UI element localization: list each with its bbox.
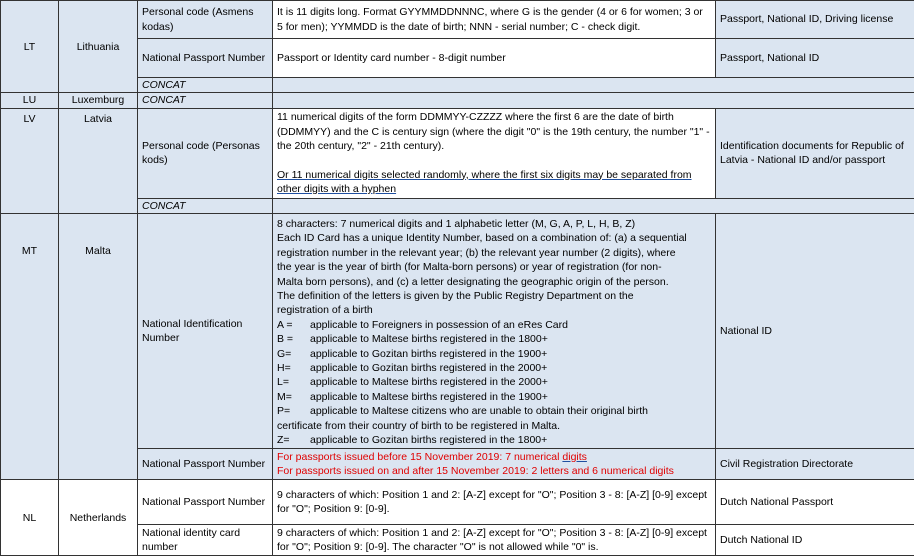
letter-meaning: applicable to Maltese citizens who are unable to obtain their original birth — [310, 405, 648, 417]
letter-meaning: applicable to Gozitan births registered in the 1900+ — [310, 348, 547, 360]
country-code: LU — [23, 94, 36, 106]
letter-definition — [277, 390, 711, 404]
concat-label — [138, 198, 273, 213]
format-line: registration number in the relevant year; (b) the relevant year number (2 digits), where — [277, 246, 711, 260]
table-row — [1, 1, 914, 39]
format-line: 8 characters: 7 numerical digits and 1 alphabetic letter (M, G, A, P, L, H, B, Z) — [277, 217, 711, 231]
format-paragraph: 11 numerical digits of the form DDMMYY-CZZZZ where the first 6 are the date of birth (DDMMYY) and the C is century sign (where the digit "0" is the 19th century, the number "1" - the 20th century, "2" - 21th century). — [277, 110, 711, 153]
format-line: the year is the year of birth (for Malta-born persons) or year of registration (for non- — [277, 260, 711, 274]
issuing-document: Dutch National Passport — [716, 480, 914, 525]
document-type: National Passport Number — [138, 449, 273, 480]
table-row — [1, 214, 914, 449]
country-name: Latvia — [84, 113, 112, 125]
country-code-cell — [1, 214, 59, 480]
country-name: Malta — [85, 245, 111, 257]
letter-key: P= — [277, 404, 310, 418]
document-type: National Passport Number — [138, 39, 273, 78]
table-row — [1, 198, 914, 213]
empty-cell — [273, 198, 914, 213]
country-code: MT — [22, 245, 37, 257]
country-name: Lithuania — [77, 41, 120, 53]
country-name-cell — [59, 93, 138, 108]
format-description: Passport or Identity card number - 8-digit number — [273, 39, 716, 78]
country-name-cell — [59, 1, 138, 93]
country-code: LT — [24, 41, 35, 53]
format-description — [273, 214, 716, 449]
concat-text: CONCAT — [142, 79, 186, 91]
country-code-cell — [1, 93, 59, 108]
table-row — [1, 108, 914, 198]
issuing-document: Civil Registration Directorate — [716, 449, 914, 480]
format-description — [273, 449, 716, 480]
format-line — [277, 450, 711, 464]
letter-definition — [277, 361, 711, 375]
country-name-cell — [59, 214, 138, 480]
empty-cell — [273, 93, 914, 108]
document-type: Personal code (Personas kods) — [138, 108, 273, 198]
document-type: Personal code (Asmens kodas) — [138, 1, 273, 39]
concat-label — [138, 93, 273, 108]
country-name-cell — [59, 480, 138, 556]
format-paragraph: Or 11 numerical digits selected randomly, where the first six digits may be separated from other digits with a hyphen — [277, 168, 711, 197]
format-line: certificate from their country of birth to be registered in Malta. — [277, 419, 711, 433]
concat-text: CONCAT — [142, 94, 186, 106]
format-description: 9 characters of which: Position 1 and 2: [A-Z] except for "O"; Position 3 - 8: [A-Z] [0-9] except for "O"; Position 9: [0-9]. — [273, 480, 716, 525]
document-type: National Passport Number — [138, 480, 273, 525]
issuing-document: Identification documents for Republic of Latvia - National ID and/or passport — [716, 108, 914, 198]
letter-definition — [277, 347, 711, 361]
format-description: It is 11 digits long. Format GYYMMDDNNNC, where G is the gender (4 or 6 for women; 3 or 5 for men); YYMMDD is the date of birth; NNN - serial number; C - check digit. — [273, 1, 716, 39]
letter-meaning: applicable to Gozitan births registered in the 2000+ — [310, 362, 547, 374]
table-row — [1, 78, 914, 93]
format-text: For passports issued before 15 November 2019: 7 numerical — [277, 451, 562, 463]
table-row — [1, 449, 914, 480]
format-line: For passports issued on and after 15 November 2019: 2 letters and 6 numerical digits — [277, 464, 711, 478]
concat-text: CONCAT — [142, 200, 186, 212]
format-line: registration of a birth — [277, 303, 711, 317]
letter-definition — [277, 404, 711, 418]
format-line: Each ID Card has a unique Identity Number, based on a combination of: (a) a sequential — [277, 231, 711, 245]
letter-meaning: applicable to Maltese births registered in the 2000+ — [310, 376, 548, 388]
country-code: LV — [23, 113, 35, 125]
table-row — [1, 525, 914, 556]
letter-definition — [277, 332, 711, 346]
document-type: National Identification Number — [138, 214, 273, 449]
letter-key: H= — [277, 361, 310, 375]
letter-key: L= — [277, 375, 310, 389]
issuing-document: Passport, National ID — [716, 39, 914, 78]
table-row — [1, 480, 914, 525]
format-description — [273, 108, 716, 198]
format-line: The definition of the letters is given by the Public Registry Department on the — [277, 289, 711, 303]
letter-key: A = — [277, 318, 310, 332]
letter-definition — [277, 375, 711, 389]
country-name: Luxemburg — [72, 94, 125, 106]
letter-definition — [277, 433, 711, 447]
letter-key: M= — [277, 390, 310, 404]
country-name-cell — [59, 108, 138, 213]
letter-definition — [277, 318, 711, 332]
format-description: 9 characters of which: Position 1 and 2: [A-Z] except for "O"; Position 3 - 8: [A-Z] [0-9] except for "O"; Position 9: [0-9]. The character "O" is not allowed while "0" is. — [273, 525, 716, 556]
document-type: National identity card number — [138, 525, 273, 556]
empty-cell — [273, 78, 914, 93]
letter-meaning: applicable to Foreigners in possession of an eRes Card — [310, 319, 568, 331]
format-line: Malta born persons), and (c) a letter designating the geographic origin of the person. — [277, 275, 711, 289]
letter-key: B = — [277, 332, 310, 346]
letter-meaning: applicable to Gozitan births registered in the 1800+ — [310, 434, 547, 446]
country-code-cell — [1, 1, 59, 93]
issuing-document: National ID — [716, 214, 914, 449]
table-row — [1, 39, 914, 78]
issuing-document: Passport, National ID, Driving license — [716, 1, 914, 39]
letter-key: G= — [277, 347, 310, 361]
country-code: NL — [23, 512, 36, 524]
issuing-document: Dutch National ID — [716, 525, 914, 556]
letter-key: Z= — [277, 433, 310, 447]
concat-label — [138, 78, 273, 93]
table-row — [1, 93, 914, 108]
letter-meaning: applicable to Maltese births registered in the 1900+ — [310, 391, 548, 403]
country-name: Netherlands — [70, 512, 127, 524]
country-code-cell — [1, 108, 59, 213]
country-code-cell — [1, 480, 59, 556]
format-text: digits — [562, 451, 587, 463]
letter-meaning: applicable to Maltese births registered in the 1800+ — [310, 333, 548, 345]
